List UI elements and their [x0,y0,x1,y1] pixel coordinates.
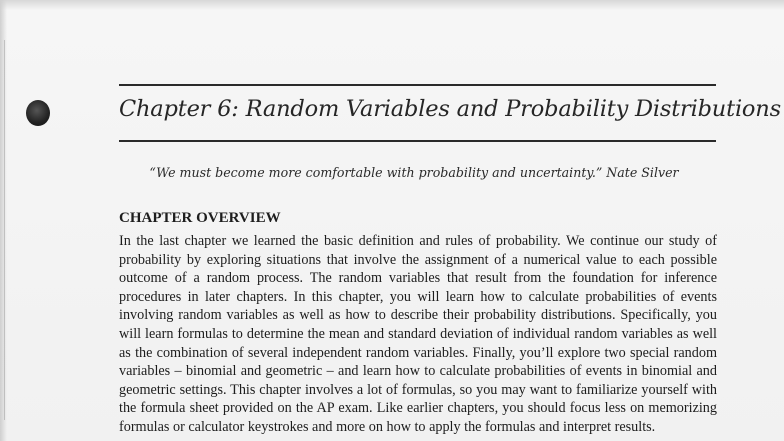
overview-paragraph: In the last chapter we learned the basic definition and rules of probability. We continue our study of probability by exploring situations that involve the assignment of a numerical value to each possible outcome of a random process. The random variables that result from the foundation for inference procedures in later chapters. In this chapter, you will learn how to calculate probabilities of events involving random variables as well as how to describe their probability distributions. Specifically, you will learn formulas to determine the mean and standard deviation of individual random variables as well as the combination of several independent random variables. Finally, you’ll explore two special random variables – binomial and geometric – and learn how to calculate probabilities of events in binomial and geometric settings. This chapter involves a lot of formulas, so you may want to familiarize yourself with the formula sheet provided on the AP exam. Like earlier chapters, you should focus less on memorizing formulas or calculator keystrokes and more on how to apply the formulas and interpret results. [119,233,717,435]
chapter-title: Chapter 6: Random Variables and Probability Distributions [119,96,781,122]
epigraph-text: “We must become more comfortable with probability and uncertainty.” Nate Silver [149,165,679,180]
binder-hole [26,100,50,126]
section-heading: CHAPTER OVERVIEW [119,210,281,226]
title-rule-top [119,84,716,86]
epigraph-quote [0,165,784,180]
page-left-edge-line [4,40,5,420]
page-top-edge-shadow [0,0,784,10]
title-rule-bottom [119,140,716,142]
